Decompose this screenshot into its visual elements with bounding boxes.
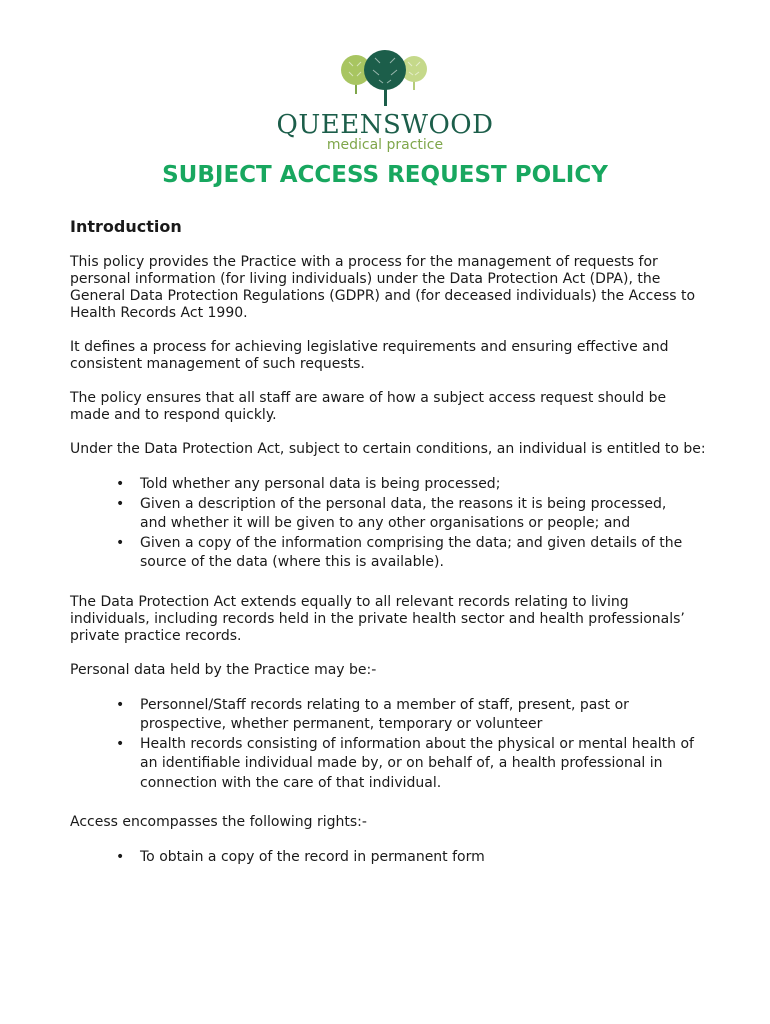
paragraph-personal-data: Personal data held by the Practice may be:- (70, 661, 377, 678)
practice-logo (0, 50, 770, 108)
document-body (70, 217, 710, 885)
list-item: • Personnel/Staff records relating to a member of staff, present, past or prospective, whether permanent, temporary or volunteer (140, 696, 710, 735)
paragraph-entitlement: Under the Data Protection Act, subject to certain conditions, an individual is entitled to be: (70, 441, 706, 457)
tree-icon (335, 50, 435, 108)
access-rights-list (70, 848, 710, 868)
paragraph-dpa-scope: The Data Protection Act extends equally to all relevant records relating to living individuals, including records held in the private health sector and health professionals’ private practice records. (70, 593, 685, 644)
personal-data-list (70, 696, 710, 794)
list-item: • Given a description of the personal data, the reasons it is being processed, and whether it will be given to any other organisations or people; and (140, 495, 710, 534)
paragraph-access-rights: Access encompasses the following rights:- (70, 814, 367, 830)
brand-subtitle: medical practice (326, 137, 444, 153)
paragraph-process: It defines a process for achieving legislative requirements and ensuring effective and consistent management of such requests. (70, 339, 669, 372)
brand-name: QUEENSWOOD (276, 110, 494, 140)
list-item: • Told whether any personal data is being processed; (140, 475, 710, 495)
section-heading-introduction: Introduction (70, 217, 182, 236)
paragraph-staff-awareness: The policy ensures that all staff are aware of how a subject access request should be made and to respond quickly. (70, 390, 667, 423)
document-title: SUBJECT ACCESS REQUEST POLICY (162, 162, 608, 188)
list-item: • To obtain a copy of the record in permanent form (140, 848, 710, 868)
list-item: • Given a copy of the information comprising the data; and given details of the source of the data (where this is available). (140, 534, 710, 573)
paragraph-policy-purpose: This policy provides the Practice with a process for the management of requests for personal information (for living individuals) under the Data Protection Act (DPA), the General Data Protection Regulations (GDPR) and (for deceased individuals) the Access to Health Records Act 1990. (70, 254, 696, 321)
entitlement-list (70, 475, 710, 573)
list-item: • Health records consisting of information about the physical or mental health of an identifiable individual made by, or on behalf of, a health professional in connection with the care of that individual. (140, 735, 710, 794)
